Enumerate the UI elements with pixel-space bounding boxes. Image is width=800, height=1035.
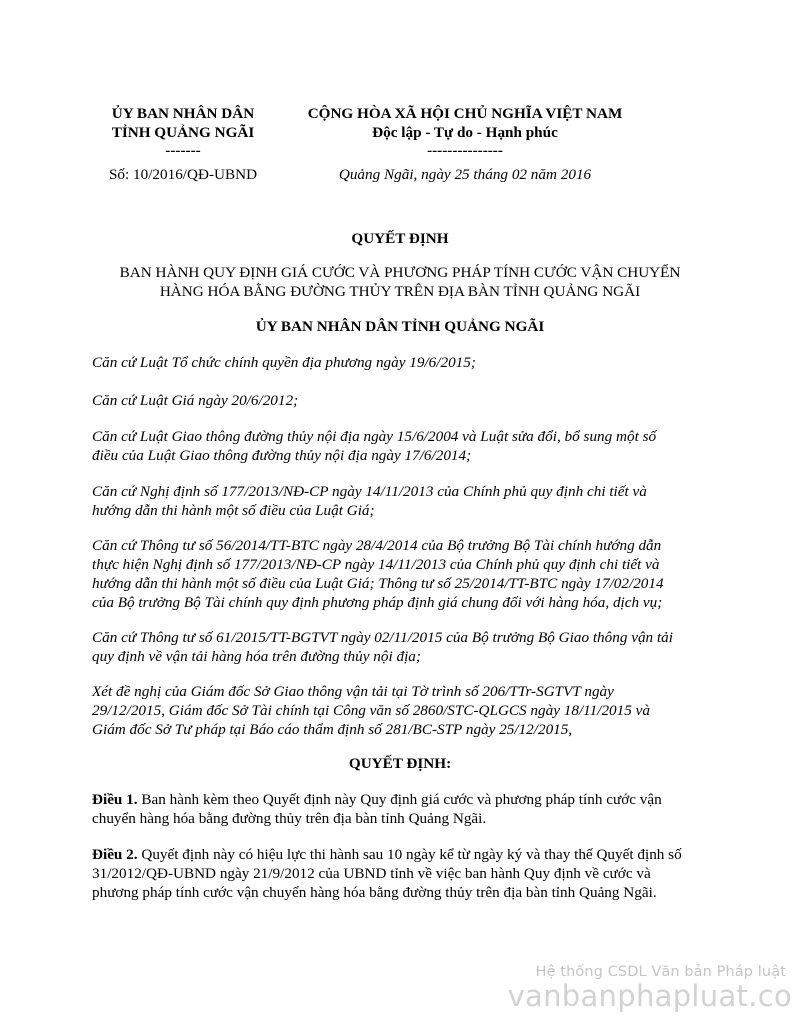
preamble-item (92, 628, 712, 666)
left-separator: ------- (165, 142, 201, 159)
authority-heading: ỦY BAN NHÂN DÂN TỈNH QUẢNG NGÃI (255, 318, 545, 335)
preamble-line: Căn cứ Nghị định số 177/2013/NĐ-CP ngày 14/11/2013 của Chính phủ quy định chi tiết và (92, 483, 647, 500)
national-motto: Độc lập - Tự do - Hạnh phúc (372, 124, 558, 141)
issuing-agency-line1: ỦY BAN NHÂN DÂN (111, 105, 255, 122)
document-subtitle (0, 263, 800, 301)
article-line: chuyển hàng hóa bằng đường thủy trên địa bàn tỉnh Quảng Ngãi. (92, 810, 487, 827)
preamble-item (92, 482, 712, 520)
article-text: Ban hành kèm theo Quyết định này Quy định giá cước và phương pháp tính cước vận (137, 791, 662, 808)
article-line (92, 790, 712, 809)
article-label: Điều 2. (92, 846, 138, 863)
national-title (282, 104, 648, 142)
watermark-caption: Hệ thống CSDL Văn bản Pháp luật (535, 964, 786, 980)
article-line (92, 845, 712, 864)
preamble-line: điều của Luật Giao thông đường thủy nội địa ngày 17/6/2014; (92, 447, 472, 464)
watermark-site: vanbanphapluat.co (507, 979, 792, 1013)
preamble-line: quy định về vận tải hàng hóa trên đường thủy nội địa; (92, 648, 421, 665)
issuing-agency-line2: TỈNH QUẢNG NGÃI (111, 124, 255, 141)
document-title: QUYẾT ĐỊNH (351, 230, 449, 247)
preamble-line: hướng dẫn thi hành một số điều của Luật Giá; Thông tư số 25/2014/TT-BTC ngày 17/02/2014 (92, 575, 664, 592)
article-1 (92, 790, 712, 828)
issuing-agency (78, 104, 288, 142)
article-2 (92, 845, 712, 902)
right-separator: --------------- (427, 142, 503, 159)
preamble-item (92, 353, 712, 372)
preamble-line: Xét đề nghị của Giám đốc Sở Giao thông vận tải tại Tờ trình số 206/TTr-SGTVT ngày (92, 683, 614, 700)
preamble-line: Giám đốc Sở Tư pháp tại Báo cáo thẩm định số 281/BC-STP ngày 25/12/2015, (92, 721, 573, 738)
preamble-line: Căn cứ Thông tư số 61/2015/TT-BGTVT ngày 02/11/2015 của Bộ trưởng Bộ Giao thông vận tải (92, 629, 673, 646)
preamble-line: Căn cứ Luật Giao thông đường thủy nội địa ngày 15/6/2004 và Luật sửa đổi, bổ sung một số (92, 428, 657, 445)
article-line: phương pháp tính cước vận chuyển hàng hóa bằng đường thủy trên địa bàn tỉnh Quảng Ngãi. (92, 884, 657, 901)
national-title-line1: CỘNG HÒA XÃ HỘI CHỦ NGHĨA VIỆT NAM (307, 105, 623, 122)
preamble-line: thực hiện Nghị định số 177/2013/NĐ-CP ngày 14/11/2013 của Chính phủ quy định chi tiết và (92, 556, 660, 573)
preamble-line: của Bộ trưởng Bộ Tài chính quy định phương pháp định giá chung đối với hàng hóa, dịch vụ; (92, 594, 663, 611)
preamble-item (92, 682, 712, 739)
preamble-item (92, 427, 712, 465)
preamble-line: Căn cứ Luật Tổ chức chính quyền địa phương ngày 19/6/2015; (92, 354, 476, 371)
preamble-line: Căn cứ Thông tư số 56/2014/TT-BTC ngày 28/4/2014 của Bộ trưởng Bộ Tài chính hướng dẫn (92, 537, 662, 554)
preamble-item (92, 391, 712, 410)
place-date: Quảng Ngãi, ngày 25 tháng 02 năm 2016 (338, 166, 592, 183)
subtitle-line1: BAN HÀNH QUY ĐỊNH GIÁ CƯỚC VÀ PHƯƠNG PHÁP TÍNH CƯỚC VẬN CHUYỂN (119, 264, 681, 281)
subtitle-line2: HÀNG HÓA BẰNG ĐƯỜNG THỦY TRÊN ĐỊA BÀN TỈNH QUẢNG NGÃI (159, 283, 641, 300)
article-label: Điều 1. (92, 791, 138, 808)
preamble-line: 29/12/2015, Giám đốc Sở Tài chính tại Công văn số 2860/STC-QLGCS ngày 18/11/2015 và (92, 702, 650, 719)
document-number: Số: 10/2016/QĐ-UBND (108, 166, 258, 183)
preamble-line: Căn cứ Luật Giá ngày 20/6/2012; (92, 392, 299, 409)
article-line: 31/2012/QĐ-UBND ngày 21/9/2012 của UBND tỉnh về việc ban hành Quy định về cước và (92, 865, 651, 882)
preamble-line: hướng dẫn thi hành một số điều của Luật Giá; (92, 502, 375, 519)
article-text: Quyết định này có hiệu lực thi hành sau 10 ngày kể từ ngày ký và thay thế Quyết định số (137, 846, 682, 863)
preamble-item (92, 536, 712, 612)
decision-heading: QUYẾT ĐỊNH: (348, 755, 452, 772)
